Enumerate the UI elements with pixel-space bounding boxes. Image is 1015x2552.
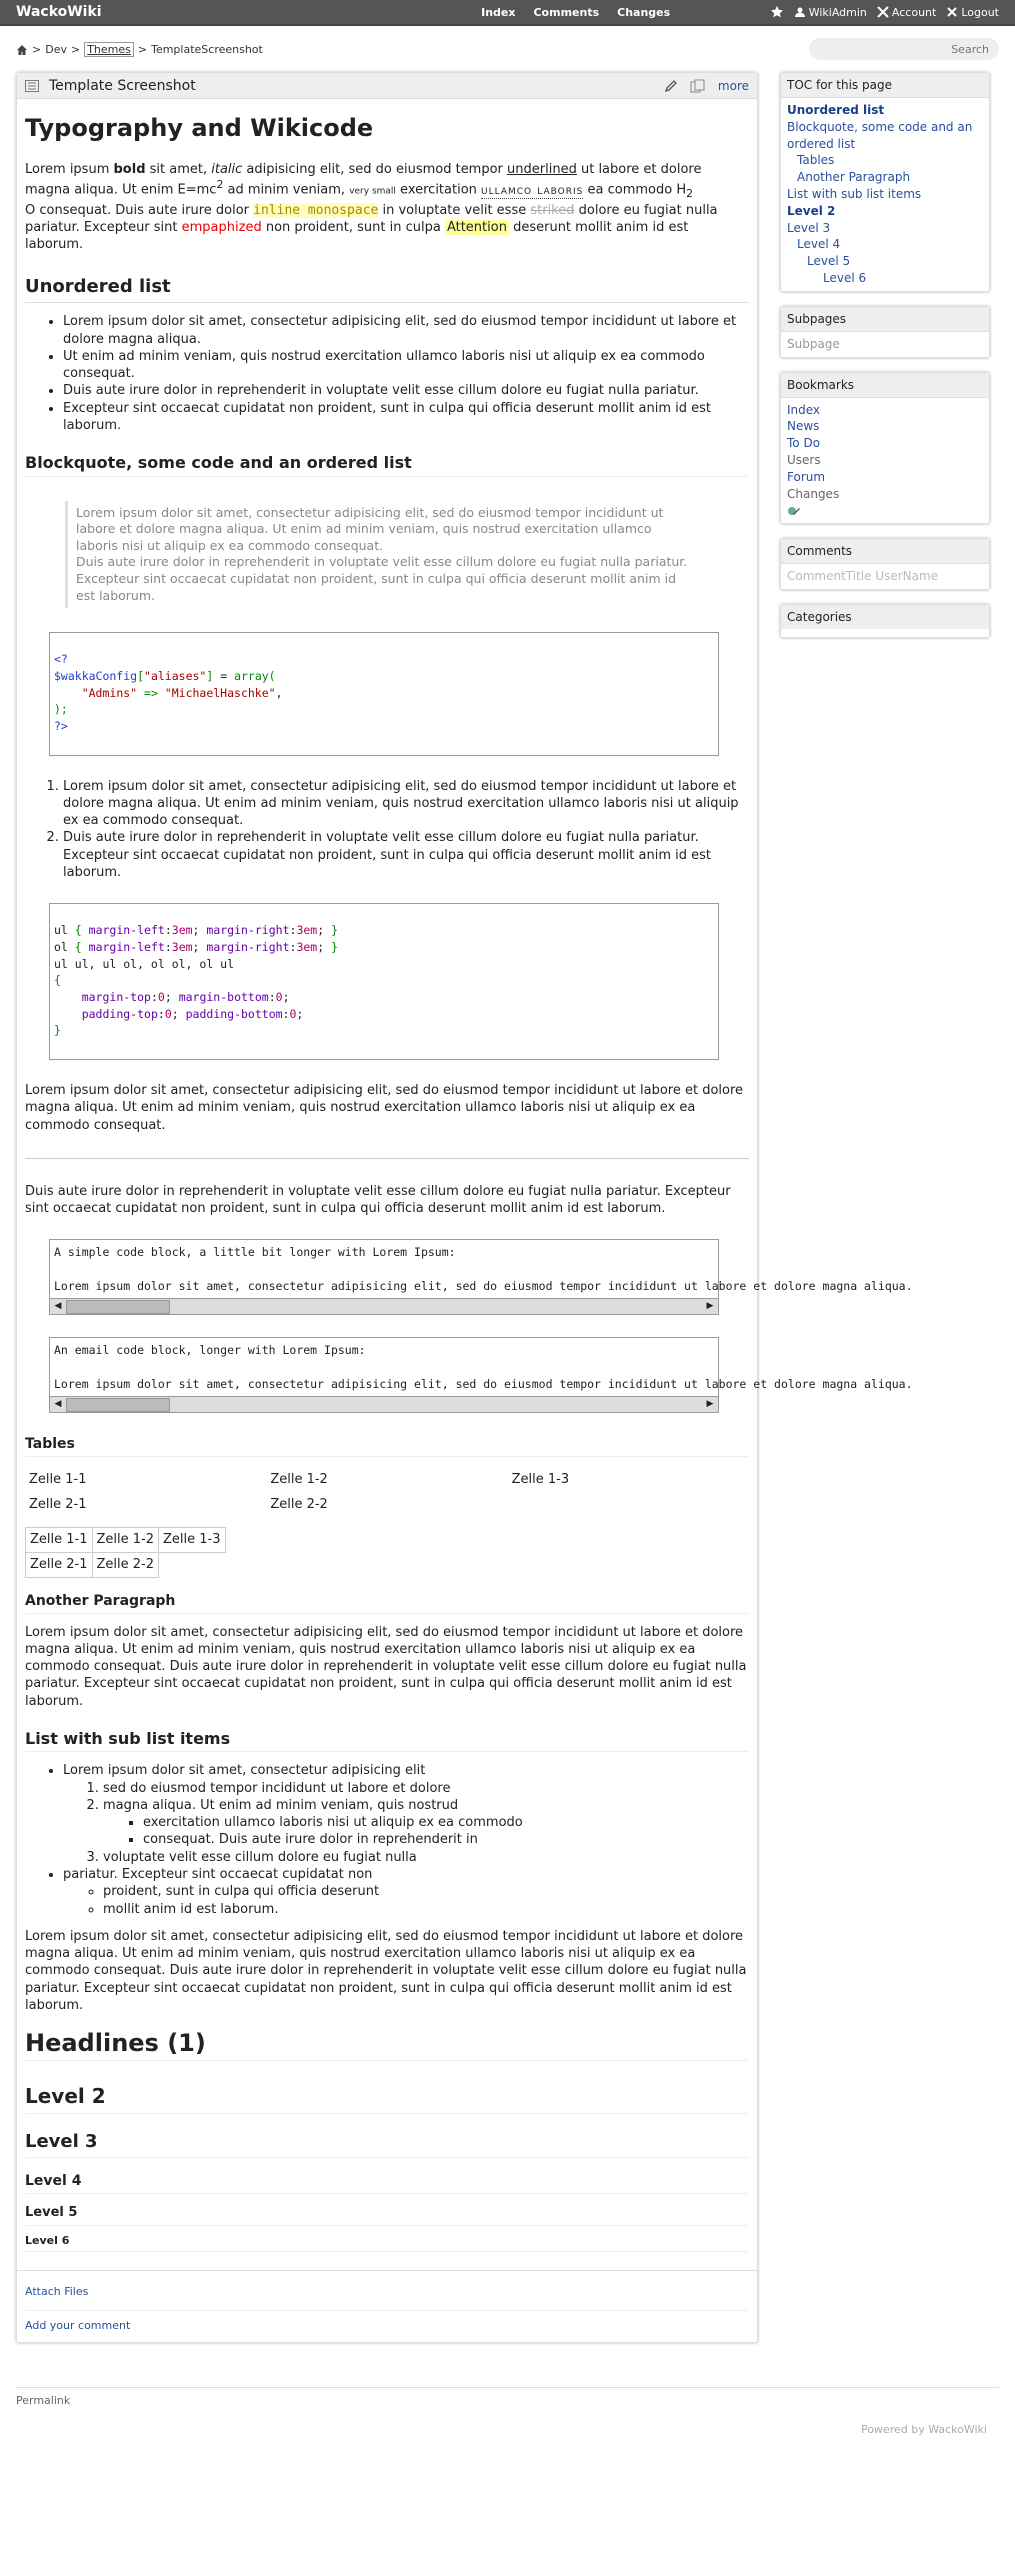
toc-title: TOC for this page: [781, 73, 989, 98]
user-icon: [794, 6, 806, 18]
categories-box: [780, 604, 990, 638]
toc-item[interactable]: Level 5: [807, 254, 851, 269]
plain-table: [25, 1467, 749, 1517]
page-title: Template Screenshot: [49, 77, 196, 94]
bookmark-news[interactable]: News: [787, 419, 820, 434]
intro-paragraph: Lorem ipsum bold sit amet, italic adipisicing elit, sed do eiusmod tempor underlined ut labore et dolore magna aliqua. Ut enim $E=mc^2$ ad minim veniam, very small exercitation ullamco laboris ea commodo $H_2$ O consequat. Duis aute irure dolor inline monospace in voluptate velit esse striked dolore eu fugiat nulla pariatur. Excepteur sint empaphized non proident, sunt in culpa Attention deserunt mollit anim id est laborum.: [25, 161, 718, 253]
bookmark-index[interactable]: Index: [787, 402, 821, 417]
bookmark-forum[interactable]: Forum: [787, 469, 826, 484]
attach-files-link[interactable]: Attach Files: [25, 2285, 89, 2299]
subpages-title: Subpages: [781, 307, 989, 332]
css-code-block: ul { margin-left:3em; margin-right:3em; } ol { margin-left:3em; margin-right:3em; } ul ul, ul ol, ol ol, ol ul { margin-top:0; margin-bottom:0; padding-top:0; padding-bottom:0; }: [49, 903, 719, 1060]
php-code-block: <? $wakkaConfig["aliases"] = array( "Admins" => "MichaelHaschke", ); ?>: [49, 632, 719, 755]
list-item: • Lorem ipsum dolor sit amet, consectetur adipisicing elit 1. sed do eiusmod tempor incididunt ut labore et dolore 2. magna aliqua. Ut enim ad minim veniam, quis nostrud ▪ exercitation ullamco laboris nisi ut aliquip ex ea commodo ▪ consequat. Duis aute irure dolor in reprehenderit in 3. voluptate velit esse cillum dolore eu fugiat nulla: [63, 1762, 749, 1866]
bookmark-todo[interactable]: To Do: [787, 436, 821, 451]
toc-box: [780, 72, 990, 292]
list-item: • Lorem ipsum dolor sit amet, consectetur adipisicing elit, sed do eiusmod tempor incididunt ut labore et dolore magna aliqua.: [63, 313, 749, 348]
permalink-link[interactable]: Permalink: [16, 2394, 71, 2408]
home-icon[interactable]: [16, 43, 28, 56]
breadcrumb-sep: >: [137, 42, 148, 56]
list-item: 1. Lorem ipsum dolor sit amet, consectetur adipisicing elit, sed do eiusmod tempor incididunt ut labore et dolore magna aliqua. Ut enim ad minim veniam, quis nostrud exercitation ullamco laboris nisi ut aliquip ex ea commodo consequat.: [63, 778, 749, 830]
headline-2: Level 2: [25, 2083, 749, 2114]
categories-title: Categories: [781, 605, 989, 629]
toc-item[interactable]: Level 6: [823, 270, 867, 285]
breadcrumb-dev[interactable]: Dev: [45, 42, 67, 56]
powered-by[interactable]: Powered by WackoWiki: [860, 2423, 987, 2437]
table-row: Zelle 2-1 Zelle 2-2: [26, 1553, 226, 1578]
toc-item[interactable]: Unordered list: [787, 103, 885, 117]
list-item: • pariatur. Excepteur sint occaecat cupidatat non ◦ proident, sunt in culpa qui officia deserunt ◦ mollit anim id est laborum.: [63, 1866, 749, 1918]
headline-1: Headlines (1): [25, 2028, 749, 2061]
headline-6: Level 6: [25, 2234, 749, 2253]
nested-list: [63, 1762, 749, 1918]
top-bar: [0, 0, 1015, 26]
heading-sublist: List with sub list items: [25, 1728, 749, 1752]
page-header: [17, 73, 757, 99]
add-comment-link[interactable]: Add your comment: [25, 2319, 131, 2333]
bookmarks-edit-icon[interactable]: [787, 503, 801, 517]
paragraph: Duis aute irure dolor in reprehenderit in voluptate velit esse cillum dolore eu fugiat nulla pariatur. Excepteur sint occaecat cupidatat non proident, sunt in culpa qui officia deserunt mollit anim id est laborum.: [25, 1183, 731, 1217]
scroll-thumb[interactable]: [66, 1398, 170, 1412]
ordered-list: [63, 778, 749, 882]
scroll-right-icon[interactable]: ▶: [706, 1398, 714, 1409]
horizontal-scrollbar[interactable]: [50, 1298, 718, 1314]
page-icon: [25, 78, 39, 94]
simple-code-block: A simple code block, a little bit longer with Lorem Ipsum: Lorem ipsum dolor sit amet, consectetur adipisicing elit, sed do eiusmod tempor incididunt ut labore et dolore magna aliqua. ◀ ▶: [49, 1239, 719, 1315]
scroll-left-icon[interactable]: ◀: [54, 1398, 62, 1409]
heading-unordered-list: Unordered list: [25, 275, 749, 303]
scroll-thumb[interactable]: [66, 1300, 170, 1314]
nav-changes[interactable]: Changes: [617, 5, 671, 19]
more-menu[interactable]: more: [717, 78, 749, 93]
logout-label: Logout: [961, 5, 999, 19]
bookmarks-box: [780, 372, 990, 525]
list-item: • Excepteur sint occaecat cupidatat non proident, sunt in culpa qui officia deserunt mollit anim id est laborum.: [63, 400, 749, 435]
toc-item[interactable]: Level 3: [787, 220, 831, 235]
toc-item[interactable]: List with sub list items: [787, 186, 922, 201]
bookmarks-title: Bookmarks: [781, 373, 989, 398]
close-icon: [946, 6, 958, 18]
top-nav: [481, 6, 670, 19]
paragraph: Lorem ipsum dolor sit amet, consectetur adipisicing elit, sed do eiusmod tempor incididunt ut labore et dolore magna aliqua. Ut enim ad minim veniam, quis nostrud exercitation ullamco laboris nisi ut aliquip ex ea commodo consequat.: [25, 1083, 744, 1133]
sidebar: [780, 72, 990, 652]
comments-item[interactable]: CommentTitle UserName: [787, 569, 939, 584]
headline-3: Level 3: [25, 2130, 749, 2158]
list-item: 2. Duis aute irure dolor in reprehenderit in voluptate velit esse cillum dolore eu fugiat nulla pariatur. Excepteur sint occaecat cupidatat non proident, sunt in culpa qui officia deserunt mollit anim id est laborum.: [63, 829, 749, 881]
scroll-left-icon[interactable]: ◀: [54, 1300, 62, 1311]
search-input[interactable]: [809, 38, 999, 60]
breadcrumb-bar: [0, 26, 1015, 72]
toc-item[interactable]: Blockquote, some code and an ordered list: [787, 119, 973, 151]
user-link[interactable]: [794, 6, 867, 19]
account-label: Account: [891, 5, 937, 19]
subpages-box: [780, 306, 990, 358]
bookmark-star-icon[interactable]: [770, 5, 784, 19]
toc-item[interactable]: Level 4: [797, 237, 841, 252]
page-heading: Typography and Wikicode: [25, 114, 374, 142]
nav-index[interactable]: Index: [481, 5, 516, 19]
breadcrumb-sep: >: [70, 42, 81, 56]
headline-4: Level 4: [25, 2172, 749, 2195]
nav-comments[interactable]: Comments: [533, 5, 600, 19]
bordered-table: [25, 1527, 226, 1578]
account-link[interactable]: [877, 6, 936, 19]
toc-item[interactable]: Another Paragraph: [797, 170, 911, 185]
email-code-block: An email code block, longer with Lorem Ipsum: Lorem ipsum dolor sit amet, consectetur adipisicing elit, sed do eiusmod tempor incididunt ut labore et dolore magna aliqua. ◀ ▶: [49, 1337, 719, 1413]
unordered-list: [63, 313, 749, 434]
list-item: • Duis aute irure dolor in reprehenderit in voluptate velit esse cillum dolore eu fugiat nulla pariatur.: [63, 382, 749, 399]
list-item: • Ut enim ad minim veniam, quis nostrud exercitation ullamco laboris nisi ut aliquip ex ea commodo consequat.: [63, 348, 749, 383]
bookmark-changes[interactable]: Changes: [787, 486, 840, 501]
toc-item[interactable]: Level 2: [787, 203, 836, 218]
user-menu: [770, 5, 999, 19]
heading-tables: Tables: [25, 1435, 749, 1457]
scroll-right-icon[interactable]: ▶: [706, 1300, 714, 1311]
page-footer-links: [17, 2270, 757, 2342]
breadcrumb: [16, 42, 263, 57]
table-row: Zelle 1-1 Zelle 1-2 Zelle 1-3: [29, 1471, 570, 1487]
site-logo[interactable]: WackoWiki: [16, 4, 102, 20]
page-footer: [16, 2387, 999, 2407]
tools-icon: [877, 6, 889, 18]
heading-another-paragraph: Another Paragraph: [25, 1592, 749, 1614]
breadcrumb-sep: >: [32, 42, 42, 56]
heading-blockquote: Blockquote, some code and an ordered list: [25, 452, 749, 476]
horizontal-scrollbar[interactable]: [50, 1396, 718, 1412]
revisions-icon[interactable]: [690, 78, 706, 93]
table-row: Zelle 1-1 Zelle 1-2 Zelle 1-3: [26, 1528, 226, 1553]
comments-box: [780, 538, 990, 590]
comments-title: Comments: [781, 539, 989, 564]
divider: [25, 1158, 749, 1159]
breadcrumb-current: TemplateScreenshot: [151, 42, 263, 56]
paragraph: Lorem ipsum dolor sit amet, consectetur adipisicing elit, sed do eiusmod tempor incididunt ut labore et dolore magna aliqua. Ut enim ad minim veniam, quis nostrud exercitation ullamco laboris nisi ut aliquip ex ea commodo consequat. Duis aute irure dolor in reprehenderit in voluptate velit esse cillum dolore eu fugiat nulla pariatur. Excepteur sint occaecat cupidatat non proident, sunt in culpa qui officia deserunt mollit anim id est laborum.: [25, 1928, 747, 2013]
logout-link[interactable]: [946, 6, 999, 19]
user-name: WikiAdmin: [808, 5, 867, 19]
toc-item[interactable]: Tables: [797, 153, 835, 168]
blockquote: Lorem ipsum dolor sit amet, consectetur adipisicing elit, sed do eiusmod tempor incididunt ut labore et dolore magna aliqua. Ut enim ad minim veniam, quis nostrud exercitation ullamco laboris nisi ut aliquip ex ea commodo consequat. Duis aute irure dolor in reprehenderit in voluptate velit esse cillum dolore eu fugiat nulla pariatur. Excepteur sint occaecat cupidatat non proident, sunt in culpa qui officia deserunt mollit anim id est laborum.: [65, 501, 695, 609]
breadcrumb-themes[interactable]: Themes: [84, 42, 134, 57]
subpages-item: Subpage: [787, 336, 840, 351]
headline-5: Level 5: [25, 2204, 749, 2225]
table-row: Zelle 2-1 Zelle 2-2: [29, 1496, 328, 1512]
bookmark-users[interactable]: Users: [787, 452, 821, 467]
edit-pencil-icon[interactable]: [664, 78, 678, 93]
paragraph: Lorem ipsum dolor sit amet, consectetur adipisicing elit, sed do eiusmod tempor incididunt ut labore et dolore magna aliqua. Ut enim ad minim veniam, quis nostrud exercitation ullamco laboris nisi ut aliquip ex ea commodo consequat. Duis aute irure dolor in reprehenderit in voluptate velit esse cillum dolore eu fugiat nulla pariatur. Excepteur sint occaecat cupidatat non proident, sunt in culpa qui officia deserunt mollit anim id est laborum.: [25, 1624, 747, 1709]
